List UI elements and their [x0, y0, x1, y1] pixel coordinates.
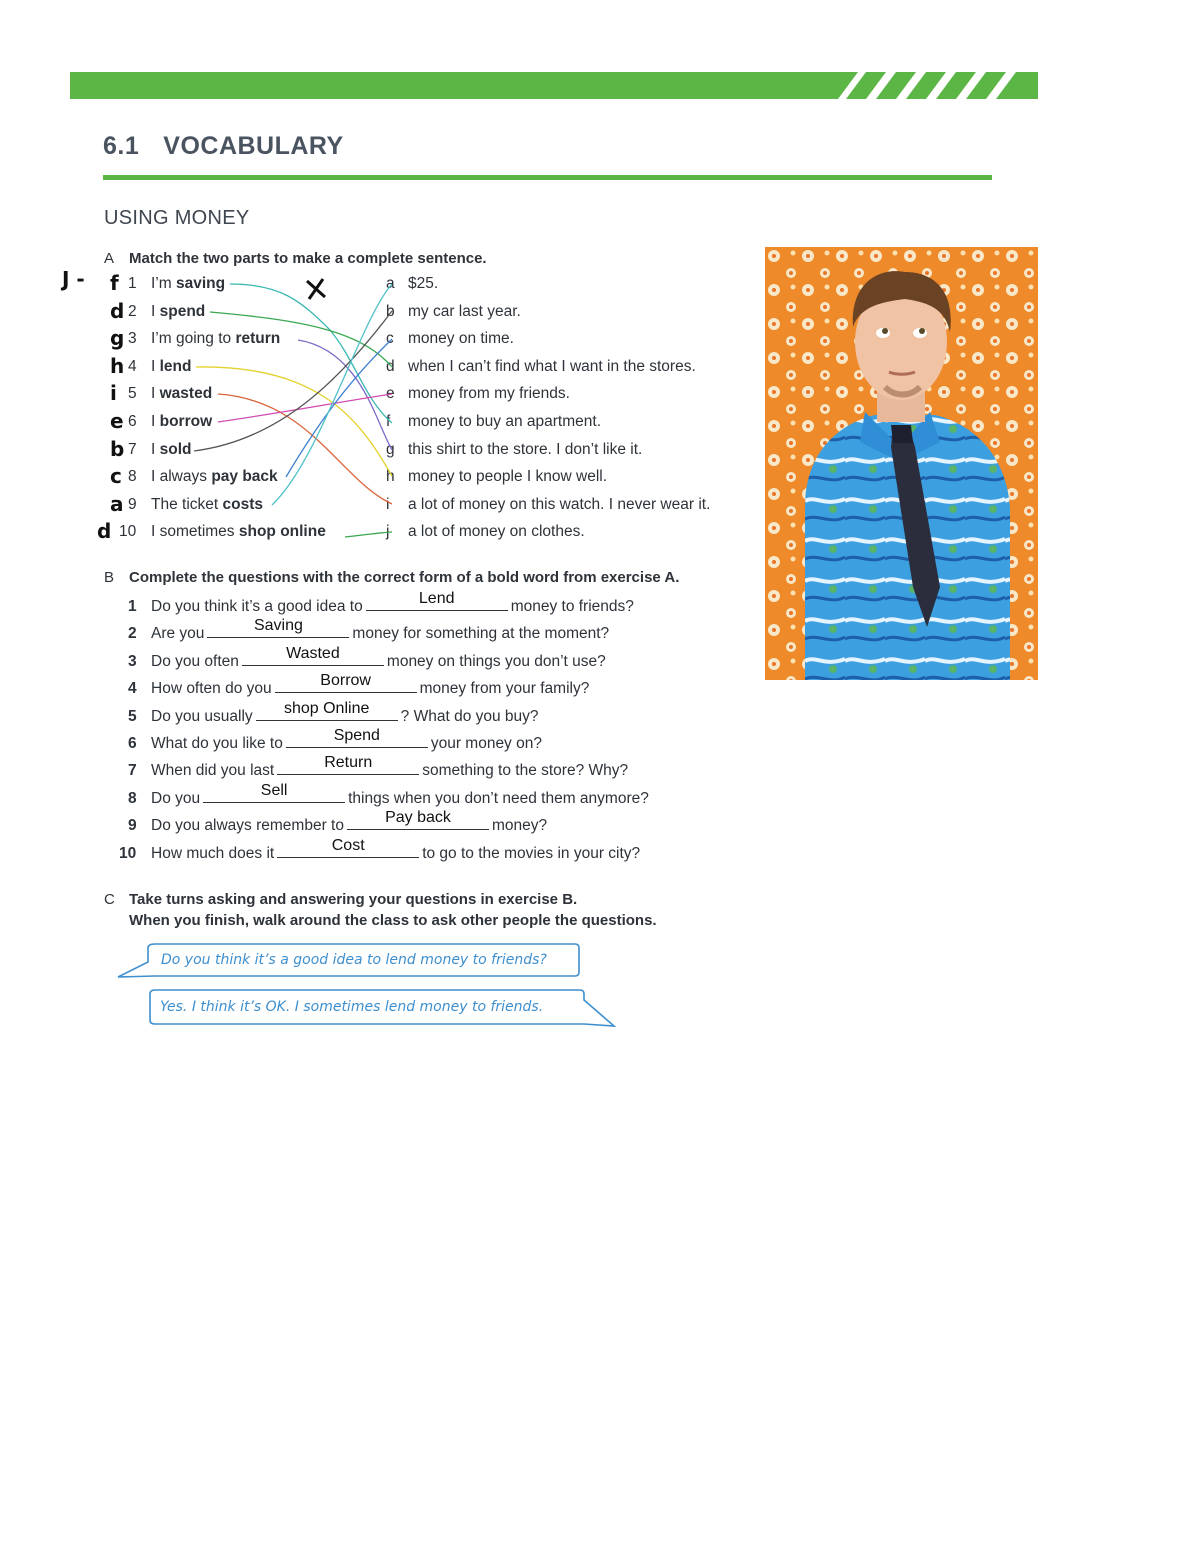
question-text-end: money to friends? [510, 598, 634, 615]
question-text: Do you always remember to [151, 817, 344, 834]
answer-blank[interactable] [277, 754, 419, 775]
match-left-item [128, 303, 205, 321]
item-bold-word: pay back [211, 468, 278, 485]
question-text: Do you think it’s a good idea to [151, 598, 363, 615]
item-text: The ticket [151, 496, 223, 513]
item-text: money to people I know well. [408, 468, 608, 485]
answer-text: Wasted [286, 645, 340, 662]
match-right-item [386, 523, 585, 541]
item-number: 8 [128, 468, 137, 485]
answer-blank[interactable] [275, 672, 417, 693]
answer-text: shop Online [283, 700, 370, 717]
question-text-end: something to the store? Why? [422, 762, 629, 779]
question-text: Do you usually [151, 708, 253, 725]
item-text: my car last year. [408, 303, 521, 320]
item-number: 4 [128, 358, 137, 375]
item-text: I always [151, 468, 212, 485]
item-number: 1 [128, 275, 137, 292]
question-number: 6 [128, 735, 137, 752]
item-bold-word: borrow [159, 413, 213, 430]
question-text: Do you often [151, 653, 239, 670]
question-number: 8 [128, 790, 137, 807]
item-bold-word: spend [159, 303, 206, 320]
handwritten-answer: g [110, 326, 125, 350]
question-text: What do you like to [151, 735, 283, 752]
item-letter: b [386, 303, 395, 320]
speech-bubble-question: Do you think it’s a good idea to lend money to friends? [161, 952, 547, 968]
item-text: I’m going to [151, 330, 236, 347]
match-left-item [119, 523, 326, 541]
match-right-item [386, 413, 601, 431]
item-text: money to buy an apartment. [408, 413, 602, 430]
handwritten-answer: h [110, 354, 125, 378]
answer-text: Sell [260, 782, 288, 799]
answer-text: Spend [333, 727, 380, 744]
question-number: 9 [128, 817, 137, 834]
page-title [103, 132, 344, 161]
question-number: 3 [128, 653, 137, 670]
photo-man-in-tie [765, 247, 1038, 680]
question-number: 2 [128, 625, 137, 642]
question-row [128, 590, 634, 616]
unit-title: VOCABULARY [163, 132, 344, 160]
question-text-end: money from your family? [419, 680, 590, 697]
item-text: I’m [151, 275, 176, 292]
question-text: Are you [151, 625, 205, 642]
handwritten-answer: i [110, 381, 117, 405]
speech-bubble-answer: Yes. I think it’s OK. I sometimes lend money to friends. [160, 999, 544, 1015]
handwritten-answer: d [97, 519, 112, 543]
answer-text: Return [324, 754, 373, 771]
answer-blank[interactable] [286, 727, 428, 748]
question-row [128, 727, 542, 753]
item-letter: a [386, 275, 395, 292]
answer-blank[interactable] [347, 809, 489, 830]
question-text-end: ? What do you buy? [400, 708, 539, 725]
unit-number: 6.1 [103, 132, 140, 160]
match-left-item [128, 358, 192, 376]
item-letter: d [386, 358, 395, 375]
item-text: I sometimes [151, 523, 239, 540]
handwritten-answer: b [110, 437, 125, 461]
handwritten-answer: e [110, 409, 124, 433]
match-line [218, 394, 392, 504]
question-row [128, 672, 590, 698]
handwritten-answer: a [110, 492, 124, 516]
match-right-item [386, 330, 514, 348]
match-line [218, 394, 392, 422]
answer-blank[interactable] [207, 617, 349, 638]
question-text: How often do you [151, 680, 272, 697]
item-number: 6 [128, 413, 137, 430]
item-bold-word: saving [175, 275, 226, 292]
match-right-item [386, 358, 696, 376]
item-text: when I can’t find what I want in the stores. [408, 358, 696, 375]
item-text: $25. [408, 275, 439, 292]
item-number: 5 [128, 385, 137, 402]
match-right-item [386, 441, 642, 459]
match-right-item [386, 385, 570, 403]
item-text: this shirt to the store. I don’t like it. [408, 441, 643, 458]
item-number: 10 [119, 523, 137, 540]
question-text-end: things when you don’t need them anymore? [348, 790, 649, 807]
item-text: a lot of money on clothes. [408, 523, 585, 540]
question-row [128, 617, 610, 643]
match-left-item [128, 496, 263, 514]
cross-mark [307, 279, 325, 299]
item-letter: e [386, 385, 395, 402]
item-text: money on time. [408, 330, 514, 347]
question-text-end: money on things you don’t use? [386, 653, 606, 670]
answer-blank[interactable] [277, 837, 419, 858]
match-line [286, 339, 392, 477]
answer-blank[interactable] [203, 782, 345, 803]
question-row [128, 645, 606, 671]
item-bold-word: shop online [238, 523, 326, 540]
match-right-item [386, 496, 710, 514]
question-number: 7 [128, 762, 137, 779]
answer-blank[interactable] [242, 645, 384, 666]
item-text: money from my friends. [408, 385, 570, 402]
item-letter: c [386, 330, 394, 347]
question-text: How much does it [151, 845, 275, 862]
answer-text: Lend [418, 590, 455, 607]
match-left-item [128, 441, 192, 459]
question-number: 10 [119, 845, 137, 862]
question-text-end: to go to the movies in your city? [422, 845, 641, 862]
item-bold-word: lend [159, 358, 192, 375]
question-number: 1 [128, 598, 137, 615]
answer-text: Saving [253, 617, 303, 634]
question-text: Do you [151, 790, 201, 807]
question-row [128, 754, 629, 780]
item-number: 3 [128, 330, 137, 347]
item-letter: f [386, 413, 391, 430]
item-text: a lot of money on this watch. I never wear it. [408, 496, 711, 513]
match-right-item [386, 275, 438, 293]
question-number: 5 [128, 708, 137, 725]
item-number: 9 [128, 496, 137, 513]
section-title: USING MONEY [104, 207, 250, 229]
answer-text: Borrow [320, 672, 371, 689]
answer-blank[interactable] [256, 700, 398, 721]
question-row [128, 700, 539, 726]
match-right-item [386, 468, 607, 486]
handwritten-answer: d [110, 299, 125, 323]
question-row [128, 782, 649, 808]
exercise-a-instruction: A Match the two parts to make a complete sentence. [104, 250, 487, 267]
item-text: I [151, 385, 160, 402]
match-left-item [128, 275, 225, 293]
item-text: I [151, 413, 160, 430]
item-number: 2 [128, 303, 137, 320]
question-text-end: money? [491, 817, 548, 834]
match-left-item [128, 385, 212, 403]
item-number: 7 [128, 441, 137, 458]
answer-blank[interactable] [366, 590, 508, 611]
item-text: I [151, 441, 160, 458]
question-text-end: money for something at the moment? [352, 625, 610, 642]
question-number: 4 [128, 680, 137, 697]
question-text-end: your money on? [430, 735, 542, 752]
question-row [119, 837, 641, 863]
match-line [272, 284, 392, 505]
item-text: I [151, 358, 160, 375]
match-line [345, 532, 392, 537]
item-bold-word: wasted [159, 385, 213, 402]
answer-text: Pay back [385, 809, 451, 826]
exercise-b-instruction: B Complete the questions with the correct form of a bold word from exercise A. [104, 569, 680, 586]
item-bold-word: return [235, 330, 281, 347]
item-letter: j [386, 523, 390, 540]
handwritten-prefix: J - [62, 267, 85, 291]
match-left-item [128, 413, 212, 431]
item-letter: i [386, 496, 390, 513]
item-text: I [151, 303, 160, 320]
match-line [230, 284, 392, 423]
question-row [128, 809, 548, 835]
question-text: When did you last [151, 762, 275, 779]
item-bold-word: sold [159, 441, 192, 458]
exercise-c-instruction-1: C Take turns asking and answering your questions in exercise B. [104, 891, 578, 908]
match-line [196, 367, 392, 476]
handwritten-answer: f [110, 271, 119, 295]
item-letter: g [386, 441, 395, 458]
item-bold-word: costs [222, 496, 263, 513]
handwritten-answer: c [110, 464, 122, 488]
exercise-c-instruction-2: When you finish, walk around the class to ask other people the questions. [129, 912, 657, 929]
match-left-item [128, 330, 280, 348]
answer-text: Cost [331, 837, 365, 854]
item-letter: h [386, 468, 395, 485]
match-line [298, 340, 392, 450]
match-right-item [386, 303, 521, 321]
match-left-item [128, 468, 278, 486]
